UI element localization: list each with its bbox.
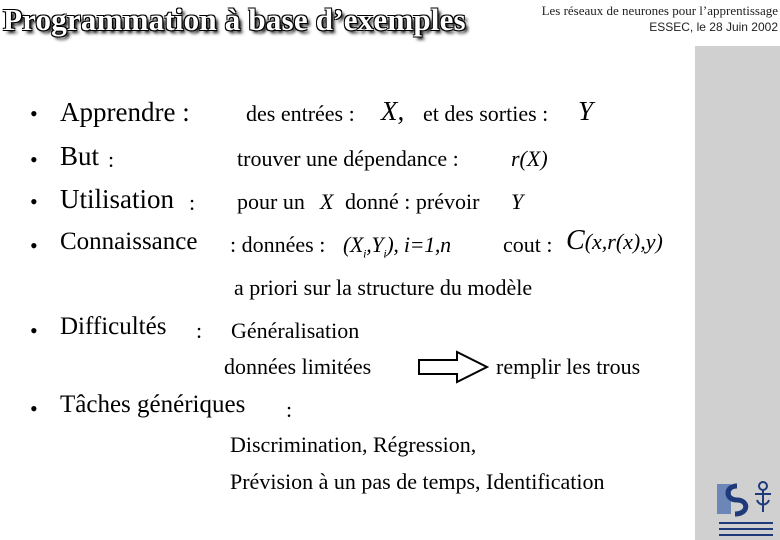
connaissance-line2: a priori sur la structure du modèle (234, 275, 533, 300)
var-x: X, (381, 96, 405, 126)
taches-line1: Discrimination, Régression, (230, 432, 477, 457)
term-taches: Tâches génériques (60, 391, 246, 418)
header-date: ESSEC, le 28 Juin 2002 (649, 20, 778, 34)
bullet: • (30, 101, 38, 126)
bullet: • (30, 233, 38, 258)
apprendre-text-a: des entrées : (246, 101, 355, 126)
slide-title: Programmation à base d’exemples (3, 2, 466, 37)
but-text: trouver une dépendance : (237, 146, 459, 171)
utilisation-text-b: donné : prévoir (345, 189, 480, 214)
side-gray-bar (695, 46, 780, 540)
term-difficultes-colon: : (196, 318, 203, 343)
difficultes-line1: Généralisation (231, 318, 360, 343)
var-y2: Y (511, 189, 524, 214)
connaissance-text-b: cout : (503, 232, 553, 257)
logo-icon (715, 478, 777, 538)
term-but: But (60, 141, 100, 171)
formula-xy: $(X_i,Y_i)$, i=1,n (343, 232, 451, 261)
bullet: • (30, 396, 38, 421)
bullet: • (30, 147, 38, 172)
term-taches-colon: : (286, 397, 293, 422)
var-x2: X (320, 189, 334, 214)
term-utilisation-colon: : (189, 190, 196, 215)
taches-line2: Prévision à un pas de temps, Identification (230, 469, 605, 494)
connaissance-text-a: : données : (230, 232, 326, 257)
bullet: • (30, 189, 38, 214)
header-subtitle: Les réseaux de neurones pour l’apprentissage (541, 3, 778, 18)
difficultes-line2-right: remplir les trous (496, 354, 641, 379)
term-apprendre: Apprendre : (60, 97, 190, 127)
term-connaissance: Connaissance (60, 228, 198, 255)
apprendre-text-b: et des sorties : (423, 101, 549, 126)
term-utilisation: Utilisation (60, 184, 174, 214)
formula-rx: r(X) (511, 146, 548, 171)
term-difficultes: Difficultés (60, 313, 167, 340)
difficultes-line2: données limitées (224, 354, 372, 379)
term-but-colon: : (108, 147, 115, 172)
var-y: Y (578, 96, 594, 126)
formula-cost: C(x,r(x),y) (566, 225, 663, 256)
bullet: • (30, 318, 38, 343)
utilisation-text-a: pour un (237, 189, 305, 214)
right-arrow-icon (417, 348, 489, 386)
